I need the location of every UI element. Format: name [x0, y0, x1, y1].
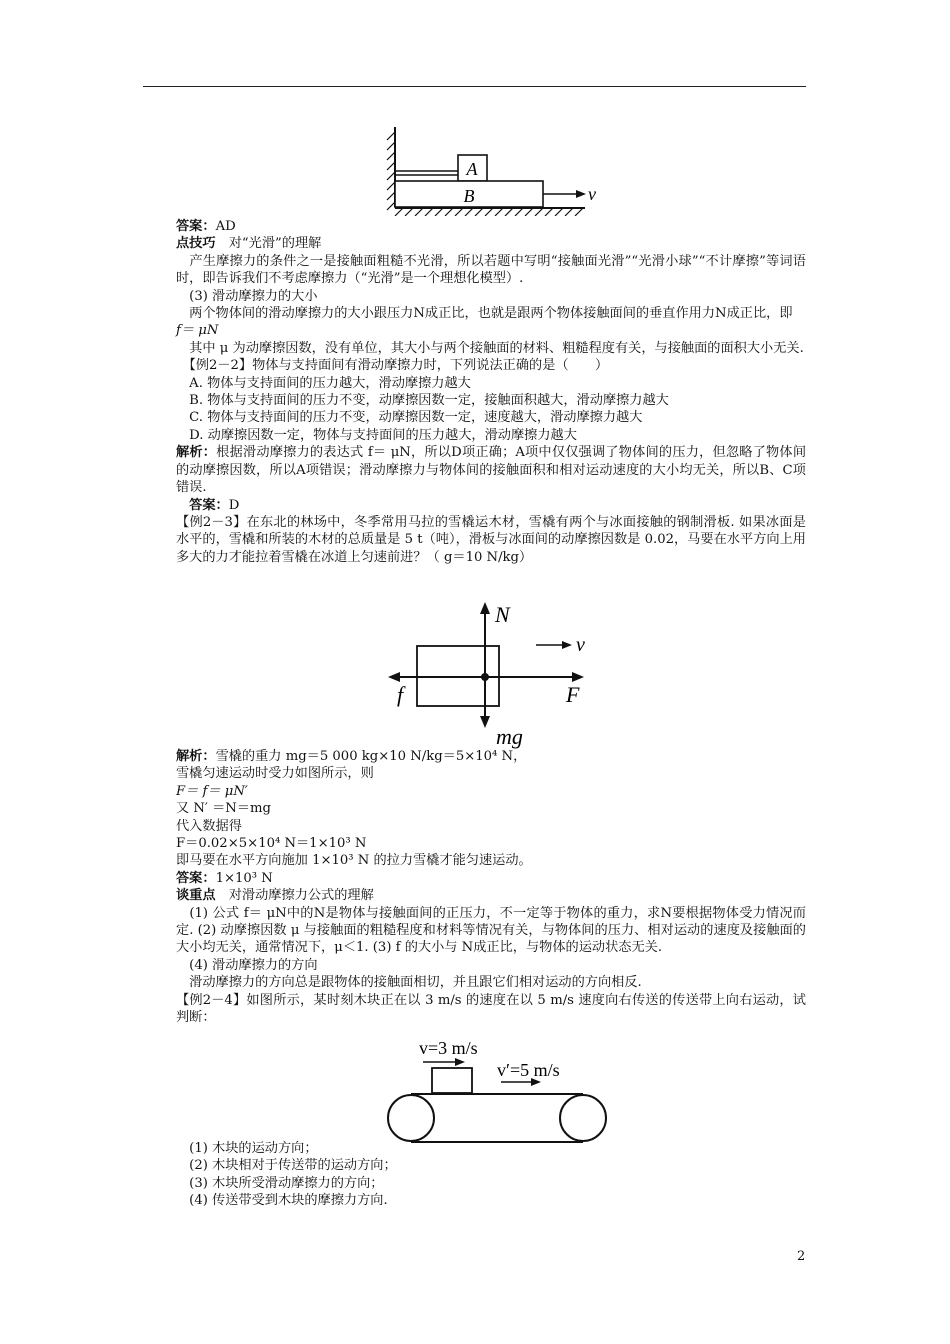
label-A: A [466, 159, 478, 179]
label-mg: mg [496, 724, 523, 749]
page-number: 2 [797, 1249, 806, 1264]
label-F: F [566, 682, 580, 707]
figure-force-diagram [388, 600, 608, 750]
label-v2: v′=5 m/s [497, 1060, 560, 1080]
text-block-2: 解析：雪橇的重力 mg＝5 000 kg×10 N/kg＝5×10⁴ N， 雪橇匀速运动时受力如图所示，则 F＝ f＝ μN′ 又 N′ ＝N＝mg 代入数据得 F＝0.02×5×10⁴ N＝1×10³ N 即马要在水平方向施加 1×10³ N 的拉力雪橇才能匀速运动。 答案：1×10³ N 谈重点 对滑动摩擦力公式的理解 (1) 公式 f＝ μN中的N是物体与接触面间的正压力，不一定等于物体的重力，求N要根据物体受力情况而定. (2) 动摩擦因数 μ 与接触面的粗糙程度和材料等情况有关，与物体间的压力、相对运动的速度及接触面的大小均无关，通常情况下，μ＜1. (3) f 的大小与 N成正比，与物体的运动状态无关. (4) 滑动摩擦力的方向 滑动摩擦力的方向总是跟物体的接触面相切，并且跟它们相对运动的方向相反. 【例2－4】如图所示，某时刻木块正在以 3 m/s 的速度在以 5 m/s 速度向右传送的传送带上向右运动，试判断： [176, 749, 806, 1026]
header-rule [143, 86, 806, 87]
figure-conveyor-belt [385, 1032, 615, 1144]
label-N: N [495, 602, 510, 627]
label-v: v [588, 184, 596, 204]
text-block-3: (1) 木块的运动方向； (2) 木块相对于传送带的运动方向； (3) 木块所受滑动摩擦力的方向； (4) 传送带受到木块的摩擦力方向. [176, 1141, 397, 1209]
figure-block-on-plank [385, 122, 605, 216]
label-f: f [397, 682, 404, 707]
label-B: B [463, 186, 475, 206]
label-v1: v=3 m/s [419, 1038, 478, 1058]
label-v2: v [576, 634, 585, 656]
text-block-1: 答案：AD 点技巧 对“光滑”的理解 产生摩擦力的条件之一是接触面粗糙不光滑，所以若题中写明“接触面光滑”“光滑小球”“不计摩擦”等词语时，即告诉我们不考虑摩擦力（“光滑”是一个理想化模型）. (3) 滑动摩擦力的大小 两个物体间的滑动摩擦力的大小跟压力N成正比，也就是跟两个物体接触面间的垂直作用力N成正比，即 f＝ μN 其中 μ 为动摩擦因数，没有单位，其大小与两个接触面的材料、粗糙程度有关，与接触面的面积大小无关. 【例2－2】物体与支持面间有滑动摩擦力时，下列说法正确的是（ ） A. 物体与支持面间的压力越大，滑动摩擦力越大 B. 物体与支持面间的压力不变，动摩擦因数一定，接触面积越大，滑动摩擦力越大 C. 物体与支持面间的压力不变，动摩擦因数一定，速度越大，滑动摩擦力越大 D. 动摩擦因数一定，物体与支持面间的压力越大，滑动摩擦力越大 解析：根据滑动摩擦力的表达式 f＝ μN，所以D项正确；A项中仅仅强调了物体间的压力，但忽略了物体间的动摩擦因数，所以A项错误；滑动摩擦力与物体间的接触面积和相对运动速度的大小均无关，所以B、C项错误. 答案：D 【例2－3】在东北的林场中，冬季常用马拉的雪橇运木材，雪橇有两个与冰面接触的钢制滑板. 如果冰面是水平的，雪橇和所装的木材的总质量是 5 t（吨），滑板与冰面间的动摩擦因数是 0.02，马要在水平方向上用多大的力才能拉着雪橇在冰道上匀速前进？（ g＝10 N/kg） [176, 219, 807, 565]
